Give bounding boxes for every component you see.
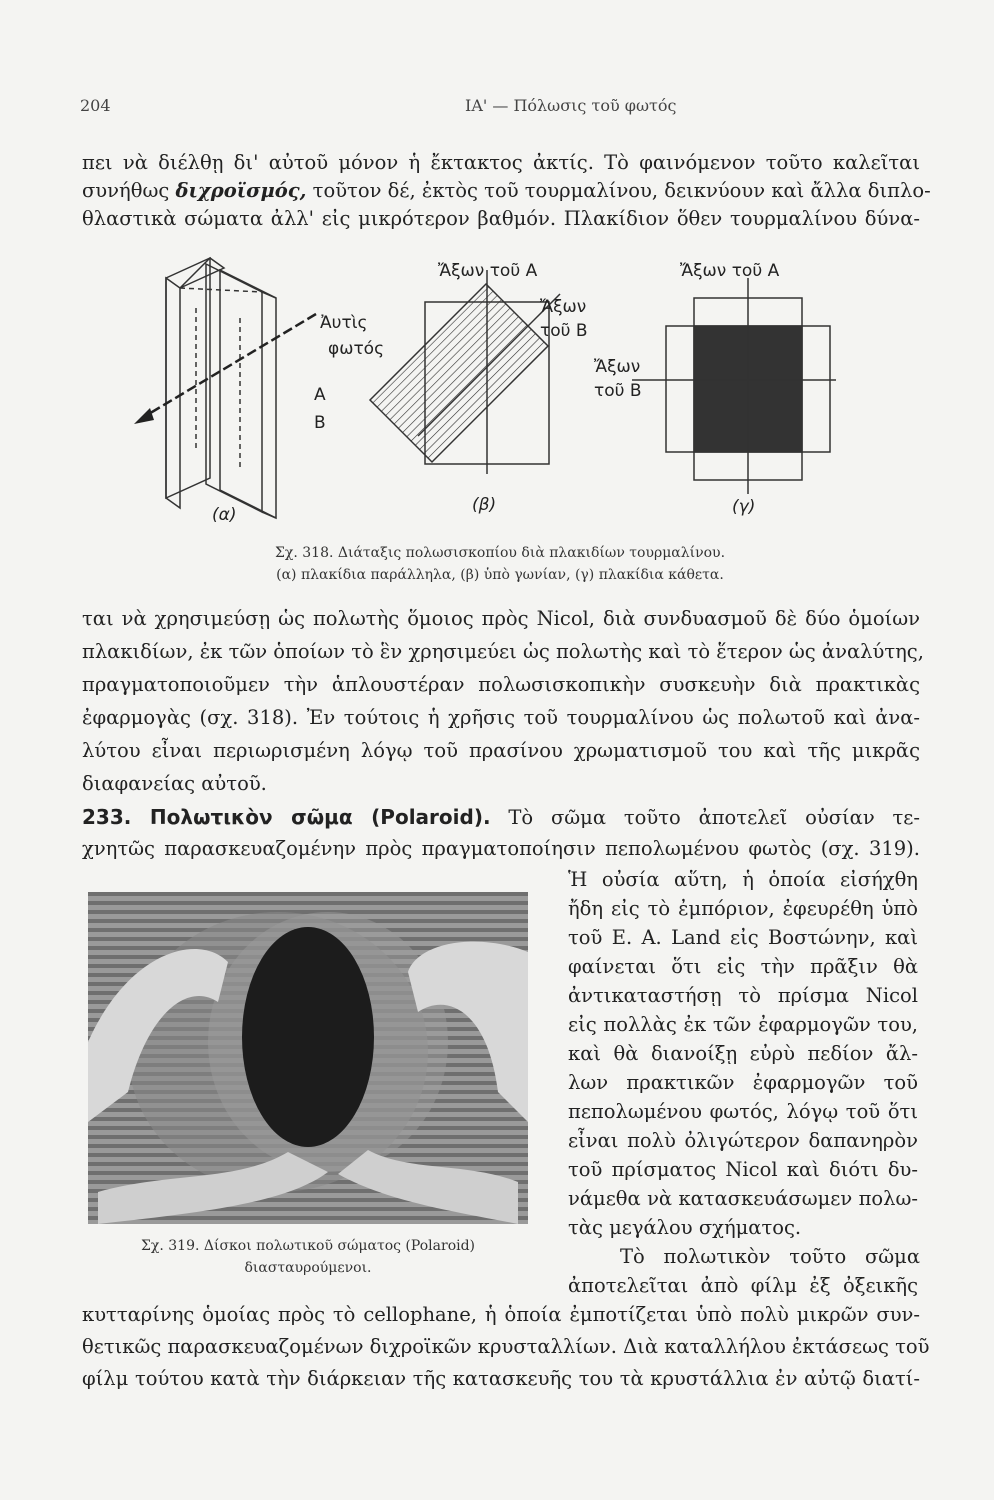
text-line: συνήθως διχροϊσμός, τοῦτον δέ, ἐκτὸς τοῦ τουρμαλίνου, δεικνύουν καὶ ἄλλα διπλο- xyxy=(82,179,931,202)
parallel-plates xyxy=(166,258,276,518)
label-axis-B-beta-3: Ἄξων xyxy=(594,357,641,377)
label-light-ray-2: φωτός xyxy=(328,339,385,359)
angled-plates xyxy=(370,270,560,474)
text-line: θλαστικὰ σώματα ἀλλ' εἰς μικρότερον βαθμόν. Πλακίδιον ὅθεν τουρμαλίνου δύνα- xyxy=(82,207,920,230)
text-line: τοῦ E. A. Land εἰς Βοστώνην, καὶ xyxy=(568,926,918,949)
text-line: τὰς μεγάλου σχήματος. xyxy=(568,1216,802,1239)
text-line: ἀποτελεῖται ἀπὸ φίλμ ἐξ ὀξεικῆς xyxy=(568,1274,918,1297)
label-plate-B: B xyxy=(314,413,326,433)
text-line: φαίνεται ὅτι εἰς τὴν πρᾶξιν θὰ xyxy=(568,955,918,978)
text-line: φίλμ τούτου κατὰ τὴν διάρκειαν τῆς κατασκευῆς του τὰ κρυστάλλια ἐν αὐτῷ διατί- xyxy=(82,1367,920,1390)
figure-318-caption-line2: (α) πλακίδια παράλληλα, (β) ὑπὸ γωνίαν, (γ) πλακίδια κάθετα. xyxy=(276,567,724,583)
light-ray-arrow xyxy=(134,314,316,424)
label-axis-B-beta-1: Ἄξων xyxy=(540,297,587,317)
text-line: νάμεθα νὰ κατασκευάσωμεν πολω- xyxy=(568,1187,918,1210)
running-title: ΙΑ' — Πόλωσις τοῦ φωτός xyxy=(465,96,677,115)
text-line: καὶ θὰ διανοίξῃ εὐρὺ πεδίον ἄλ- xyxy=(568,1042,918,1065)
panel-label-beta: (β) xyxy=(472,495,497,515)
text-line: λων πρακτικῶν ἐφαρμογῶν τοῦ xyxy=(568,1071,918,1094)
text-line: ἤδη εἰς τὸ ἐμπόριον, ἐφευρέθη ὑπὸ xyxy=(568,897,918,920)
text-line: πραγματοποιοῦμεν τὴν ἁπλουστέραν πολωσισκοπικὴν συσκευὴν διὰ πρακτικὰς xyxy=(82,673,920,696)
label-axis-A-beta: Ἄξων τοῦ A xyxy=(438,261,538,281)
figure-319-caption-line1: Σχ. 319. Δίσκοι πολωτικοῦ σώματος (Polaroid) xyxy=(140,1238,476,1254)
section-233-heading-line: 233. Πολωτικὸν σῶμα (Polaroid). Τὸ σῶμα τοῦτο ἀποτελεῖ οὐσίαν τε- xyxy=(82,805,920,829)
text-line: λύτου εἶναι περιωρισμένη λόγῳ τοῦ πρασίνου χρωματισμοῦ του καὶ τῆς μικρᾶς xyxy=(82,739,920,762)
text-line: χνητῶς παρασκευαζομένην πρὸς πραγματοποίησιν πεπολωμένου φωτὸς (σχ. 319). xyxy=(82,837,920,860)
text-line: τοῦ πρίσματος Nicol καὶ διότι δυ- xyxy=(568,1158,918,1181)
text-line: πει νὰ διέλθῃ δι' αὐτοῦ μόνον ἡ ἔκτακτος ἀκτίς. Τὸ φαινόμενον τοῦτο καλεῖται xyxy=(82,151,920,174)
figure-319-photo xyxy=(88,892,528,1224)
text-line: Τὸ πολωτικὸν τοῦτο σῶμα xyxy=(620,1245,920,1268)
text-line: διαφανείας αὐτοῦ. xyxy=(82,772,267,795)
figure-318-caption-line1: Σχ. 318. Διάταξις πολωσισκοπίου διὰ πλακιδίων τουρμαλίνου. xyxy=(274,545,726,561)
panel-label-gamma: (γ) xyxy=(732,497,756,517)
figure-318-diagram xyxy=(120,248,840,533)
label-plate-A: A xyxy=(314,385,326,405)
term-dichroism: διχροϊσμός, xyxy=(175,179,307,202)
page-number: 204 xyxy=(80,96,111,115)
section-233-title: 233. Πολωτικὸν σῶμα (Polaroid). xyxy=(82,805,491,829)
label-axis-B-beta-4: τοῦ B xyxy=(594,381,642,401)
figure-319-caption-line2: διασταυρούμενοι. xyxy=(244,1260,372,1276)
text-line: πλακιδίων, ἐκ τῶν ὁποίων τὸ ἓν χρησιμεύει ὡς πολωτὴς καὶ τὸ ἕτερον ὡς ἀναλύτης, xyxy=(82,640,924,663)
crossed-plates xyxy=(632,278,836,494)
text-line: πεπολωμένου φωτός, λόγῳ τοῦ ὅτι xyxy=(568,1100,918,1123)
text-line: ται νὰ χρησιμεύσῃ ὡς πολωτὴς ὅμοιος πρὸς Nicol, διὰ συνδυασμοῦ δὲ δύο ὁμοίων xyxy=(82,607,920,630)
text-line: ἀντικαταστήσῃ τὸ πρίσμα Nicol xyxy=(568,984,918,1007)
text-line: θετικῶς παρασκευαζομένων διχροϊκῶν κρυσταλλίων. Διὰ καταλλήλου ἐκτάσεως τοῦ xyxy=(82,1335,930,1358)
text-line: Ἡ οὐσία αὕτη, ἡ ὁποία εἰσήχθη xyxy=(568,868,918,891)
label-light-ray-1: Ἀυτὶς xyxy=(320,313,368,333)
text-line: ἐφαρμογὰς (σχ. 318). Ἐν τούτοις ἡ χρῆσις τοῦ τουρμαλίνου ὡς πολωτοῦ καὶ ἀνα- xyxy=(82,706,920,729)
text-line: εἰς πολλὰς ἐκ τῶν ἐφαρμογῶν του, xyxy=(568,1013,918,1036)
text-line: εἶναι πολὺ ὀλιγώτερον δαπανηρὸν xyxy=(568,1129,918,1152)
panel-label-alpha: (α) xyxy=(212,505,237,525)
label-axis-A-gamma: Ἄξων τοῦ A xyxy=(680,261,780,281)
label-axis-B-beta-2: τοῦ B xyxy=(540,321,588,341)
running-header xyxy=(80,96,920,126)
text-line: κυτταρίνης ὁμοίας πρὸς τὸ cellophane, ἡ ὁποία ἐμποτίζεται ὑπὸ πολὺ μικρῶν συν- xyxy=(82,1303,920,1326)
